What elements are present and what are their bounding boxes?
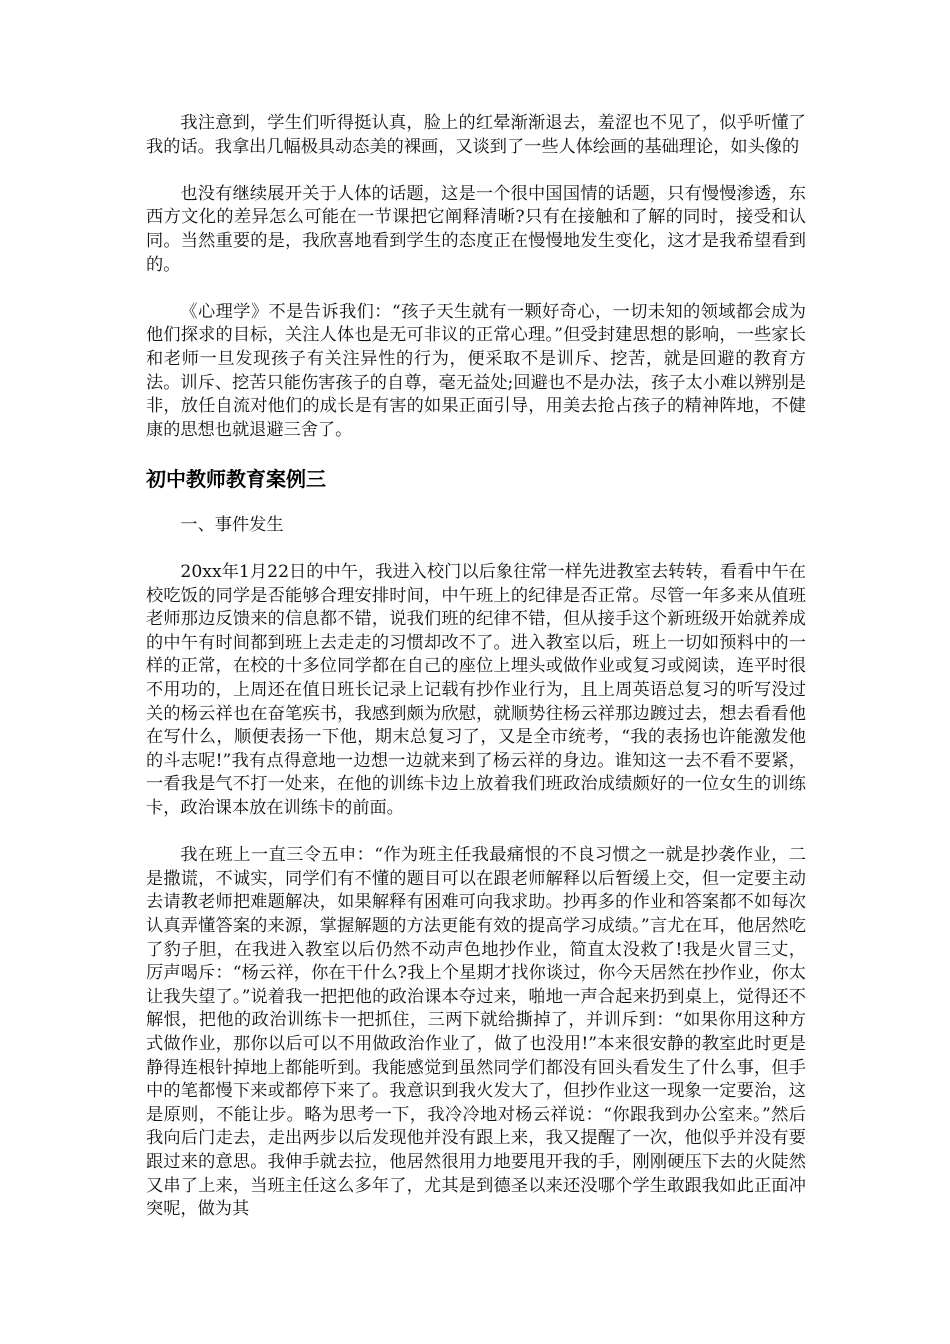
subsection-title: 一、事件发生 [180,514,284,535]
paragraph: 《心理学》不是告诉我们：“孩子天生就有一颗好奇心，一切未知的领域都会成为他们探求的目标，关注人体也是无可非议的正常心理。”但受封建思想的影响，一些家长和老师一旦发现孩子有关注异性的行为，便采取不是训斥、挖苦，就是回避的教育方法。训斥、挖苦只能伤害孩子的自尊，毫无益处;回避也不是办法，孩子太小难以辨别是非，放任自流对他们的成长是有害的如果正面引导，用美去抢占孩子的精神阵地，不健康的思想也就退避三舍了。 [146,301,806,440]
document-body [146,112,806,1245]
paragraph: 20xx年1月22日的中午，我进入校门以后象往常一样先进教室去转转，看看中午在校吃饭的同学是否能够合理安排时间，中午班上的纪律是否正常。尽管一年多来从值班老师那边反馈来的信息都不错，说我们班的纪律不错，但从接手这个新班级开始就养成的中午有时间都到班上去走走的习惯却改不了。进入教室以后，班上一切如预料中的一样的正常，在校的十多位同学都在自己的座位上埋头或做作业或复习或阅读，连平时很不用功的，上周还在值日班长记录上记载有抄作业行为，且上周英语总复习的听写没过关的杨云祥也在奋笔疾书，我感到颇为欣慰，就顺势往杨云祥那边踱过去，想去看看他在写什么，顺便表扬一下他，期末总复习了，又是全市统考，“我的表扬也许能激发他的斗志呢!”我有点得意地一边想一边就来到了杨云祥的身边。谁知这一去不看不要紧，一看我是气不打一处来，在他的训练卡边上放着我们班政治成绩颇好的一位女生的训练卡，政治课本放在训练卡的前面。 [146,562,806,819]
paragraph: 我在班上一直三令五申：“作为班主任我最痛恨的不良习惯之一就是抄袭作业，二是撒谎，不诚实，同学们有不懂的题目可以在跟老师解释以后暂缓上交，但一定要主动去请教老师把难题解决，如果解释有困难可向我求助。抄再多的作业和答案都不如每次认真弄懂答案的来源，掌握解题的方法更能有效的提高学习成绩。”言尤在耳，他居然吃了豹子胆，在我进入教室以后仍然不动声色地抄作业，简直太没救了!我是火冒三丈，厉声喝斥：“杨云祥，你在干什么?我上个星期才找你谈过，你今天居然在抄作业，你太让我失望了。”说着我一把把他的政治课本夺过来，啪地一声合起来扔到桌上，觉得还不解恨，把他的政治训练卡一把抓住，三两下就给撕掉了，并训斥到：“如果你用这种方式做作业，那你以后可以不用做政治作业了，做了也没用!”本来很安静的教室此时更是静得连根针掉地上都能听到。我能感觉到虽然同学们都没有回头看发生了什么事，但手中的笔都慢下来或都停下来了。我意识到我火发大了，但抄作业这一现象一定要治，这是原则，不能让步。略为思考一下，我冷冷地对杨云祥说：“你跟我到办公室来。”然后我向后门走去，走出两步以后发现他并没有跟上来，我又提醒了一次，他似乎并没有要跟过来的意思。我伸手就去拉，他居然很用力地要甩开我的手，刚刚硬压下去的火陡然又串了上来，当班主任这么多年了，尤其是到德圣以来还没哪个学生敢跟我如此正面冲突呢，做为其 [146,845,806,1220]
paragraph: 我注意到，学生们听得挺认真，脸上的红晕渐渐退去，羞涩也不见了，似乎听懂了我的话。我拿出几幅极具动态美的裸画，又谈到了一些人体绘画的基础理论，如头像的 [146,113,806,157]
section-title: 初中教师教育案例三 [146,466,326,491]
paragraph: 也没有继续展开关于人体的话题，这是一个很中国国情的话题，只有慢慢渗透，东西方文化的差异怎么可能在一节课把它阐释清晰?只有在接触和了解的同时，接受和认同。当然重要的是，我欣喜地看到学生的态度正在慢慢地发生变化，这才是我希望看到的。 [146,183,806,275]
